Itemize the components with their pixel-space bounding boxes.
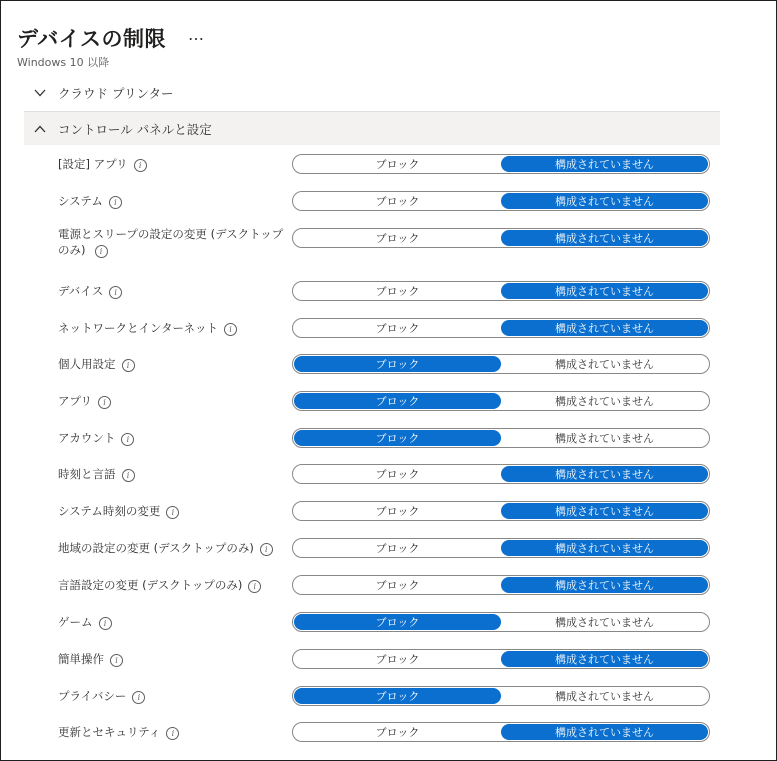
toggle-option-not-configured[interactable]: 構成されていません [501,651,708,667]
info-icon[interactable]: i [260,543,273,556]
setting-label [58,651,286,667]
toggle-option-not-configured[interactable]: 構成されていません [501,320,708,336]
block-toggle [292,501,710,521]
setting-label [58,226,286,258]
setting-label [58,356,286,372]
setting-label-text: 電源とスリープの設定の変更 (デスクトップのみ) [58,227,284,257]
section-control-panel[interactable] [24,111,720,145]
info-icon[interactable]: i [95,245,108,258]
toggle-option-block[interactable]: ブロック [375,285,420,298]
block-toggle [292,649,710,669]
setting-label [58,393,286,409]
setting-label [58,283,286,299]
block-toggle [292,354,710,374]
toggle-option-block[interactable]: ブロック [294,393,501,409]
block-toggle [292,575,710,595]
chevron-up-icon [34,123,46,135]
block-toggle [292,722,710,742]
info-icon[interactable]: i [109,196,122,209]
block-toggle [292,191,710,211]
toggle-option-block[interactable]: ブロック [375,195,420,208]
setting-label [58,540,286,556]
info-icon[interactable]: i [98,396,111,409]
setting-label-text: 更新とセキュリティ [58,725,161,739]
setting-label-text: 簡単操作 [58,652,104,666]
info-icon[interactable]: i [122,469,135,482]
toggle-option-not-configured[interactable]: 構成されていません [501,577,708,593]
setting-label [58,466,286,482]
chevron-down-icon [34,87,46,99]
setting-label-text: [設定] アプリ [58,157,128,171]
setting-label-text: システム時刻の変更 [58,504,161,518]
info-icon[interactable]: i [99,617,112,630]
block-toggle [292,228,710,248]
toggle-option-not-configured[interactable]: 構成されていません [501,724,708,740]
block-toggle [292,318,710,338]
title-row [17,23,204,53]
toggle-option-block[interactable]: ブロック [375,726,420,739]
toggle-option-block[interactable]: ブロック [375,579,420,592]
page-subtitle: Windows 10 以降 [17,56,110,69]
toggle-option-block[interactable]: ブロック [375,468,420,481]
toggle-option-block[interactable]: ブロック [375,653,420,666]
page-title: デバイスの制限 [17,27,167,51]
setting-label-text: アカウント [58,431,116,445]
block-toggle [292,281,710,301]
block-toggle [292,154,710,174]
setting-label [58,688,286,704]
setting-label [58,577,286,593]
setting-label [58,320,286,336]
toggle-option-not-configured[interactable]: 構成されていません [501,193,708,209]
setting-label-text: アプリ [58,394,93,408]
toggle-option-block[interactable]: ブロック [294,430,501,446]
toggle-option-not-configured[interactable]: 構成されていません [555,690,654,703]
setting-label-text: デバイス [58,284,104,298]
info-icon[interactable]: i [134,159,147,172]
toggle-option-not-configured[interactable]: 構成されていません [501,156,708,172]
more-options-button[interactable]: … [188,25,205,44]
info-icon[interactable]: i [166,506,179,519]
block-toggle [292,391,710,411]
setting-label-text: ネットワークとインターネット [58,321,218,335]
block-toggle [292,464,710,484]
toggle-option-block[interactable]: ブロック [294,688,501,704]
info-icon[interactable]: i [248,580,261,593]
toggle-option-not-configured[interactable]: 構成されていません [555,395,654,408]
info-icon[interactable]: i [132,691,145,704]
toggle-option-not-configured[interactable]: 構成されていません [555,616,654,629]
info-icon[interactable]: i [122,359,135,372]
section-label: クラウド プリンター [58,86,174,101]
setting-label-text: 個人用設定 [58,357,116,371]
info-icon[interactable]: i [110,654,123,667]
setting-label [58,503,286,519]
toggle-option-not-configured[interactable]: 構成されていません [555,432,654,445]
toggle-option-not-configured[interactable]: 構成されていません [555,358,654,371]
setting-label [58,156,286,172]
setting-label [58,614,286,630]
toggle-option-not-configured[interactable]: 構成されていません [501,230,708,246]
block-toggle [292,428,710,448]
toggle-option-not-configured[interactable]: 構成されていません [501,503,708,519]
toggle-option-block[interactable]: ブロック [294,614,501,630]
block-toggle [292,538,710,558]
section-cloud-printers[interactable] [24,81,720,105]
info-icon[interactable]: i [121,433,134,446]
setting-label-text: 言語設定の変更 (デスクトップのみ) [58,578,243,592]
toggle-option-block[interactable]: ブロック [375,158,420,171]
info-icon[interactable]: i [224,323,237,336]
toggle-option-block[interactable]: ブロック [375,232,420,245]
setting-label-text: プライバシー [58,689,127,703]
toggle-option-block[interactable]: ブロック [294,356,501,372]
section-label: コントロール パネルと設定 [58,121,212,137]
toggle-option-block[interactable]: ブロック [375,542,420,555]
setting-label-text: システム [58,194,103,208]
info-icon[interactable]: i [166,727,179,740]
setting-label-text: 時刻と言語 [58,467,116,481]
toggle-option-block[interactable]: ブロック [375,505,420,518]
toggle-option-block[interactable]: ブロック [375,322,420,335]
setting-label-text: 地域の設定の変更 (デスクトップのみ) [58,541,254,555]
setting-label [58,724,286,740]
toggle-option-not-configured[interactable]: 構成されていません [501,466,708,482]
setting-label [58,430,286,446]
block-toggle [292,686,710,706]
block-toggle [292,612,710,632]
setting-label [58,193,286,209]
toggle-option-not-configured[interactable]: 構成されていません [501,283,708,299]
setting-label-text: ゲーム [58,615,93,629]
info-icon[interactable]: i [109,286,122,299]
toggle-option-not-configured[interactable]: 構成されていません [501,540,708,556]
